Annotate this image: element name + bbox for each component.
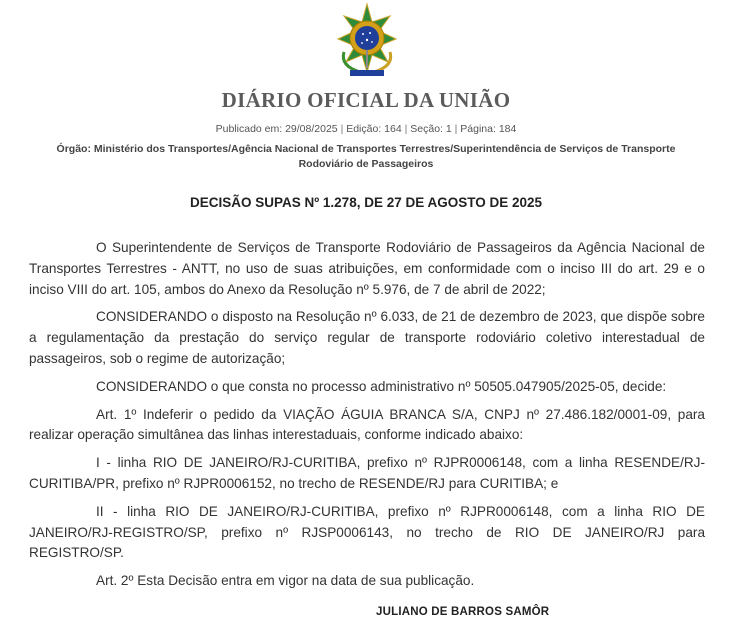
paragraph-article-2: Art. 2º Esta Decisão entra em vigor na data de sua publicação. [96,573,475,589]
decision-body [29,238,705,599]
decision-title: DECISÃO SUPAS Nº 1.278, DE 27 DE AGOSTO DE 2025 [189,195,543,210]
signatory-name: JULIANO DE BARROS SAMÔR [376,606,550,618]
separator: | [340,123,344,135]
separator: | [454,123,458,135]
paragraph-considerando-2: CONSIDERANDO o que consta no processo administrativo nº 50505.047905/2025-05, decide: [96,378,667,394]
edition-number: Edição: 164 [346,123,402,135]
publication-info [0,123,732,135]
published-date: Publicado em: 29/08/2025 [215,123,338,135]
page-number: Página: 184 [460,123,517,135]
separator: | [404,123,408,135]
issuing-body: Órgão: Ministério dos Transportes/Agência Nacional de Transportes Terrestres/Superintendência de Serviços de Transporte Rodoviário de Passageiros [56,143,676,170]
paragraph-article-1: Art. 1º Indeferir o pedido da VIAÇÃO ÁGUIA BRANCA S/A, CNPJ nº 27.486.182/0001-09, para realizar operação simultânea das linhas interestaduais, conforme indicado abaixo: [29,406,705,443]
paragraph-preamble: O Superintendente de Serviços de Transporte Rodoviário de Passageiros da Agência Nacional de Transportes Terrestres - ANTT, no uso de suas atribuições, em conformidade com o inciso III do art. 29 e o inciso VIII do art. 105, ambos do Anexo da Resolução nº 5.976, de 7 de abril de 2022; [29,240,705,297]
section-number: Seção: 1 [410,123,452,135]
brazil-coat-of-arms-icon [330,2,404,80]
paragraph-considerando-1: CONSIDERANDO o disposto na Resolução nº 6.033, de 21 de dezembro de 2023, que dispõe sobre a regulamentação da prestação do serviço regular de transporte rodoviário coletivo interestadual de passageiros, sob o regime de autorização; [29,309,705,366]
masthead-title: DIÁRIO OFICIAL DA UNIÃO [221,88,511,112]
paragraph-item-ii: II - linha RIO DE JANEIRO/RJ-CURITIBA, prefixo nº RJPR0006148, com a linha RIO DE JANEIRO/RJ-REGISTRO/SP, prefixo nº RJSP0006143, no trecho de RIO DE JANEIRO/RJ para REGISTRO/SP. [29,503,705,561]
paragraph-item-i: I - linha RIO DE JANEIRO/RJ-CURITIBA, prefixo nº RJPR0006148, com a linha RESENDE/RJ-CURITIBA/PR, prefixo nº RJPR0006152, no trecho de RESENDE/RJ para CURITIBA; e [29,455,705,491]
